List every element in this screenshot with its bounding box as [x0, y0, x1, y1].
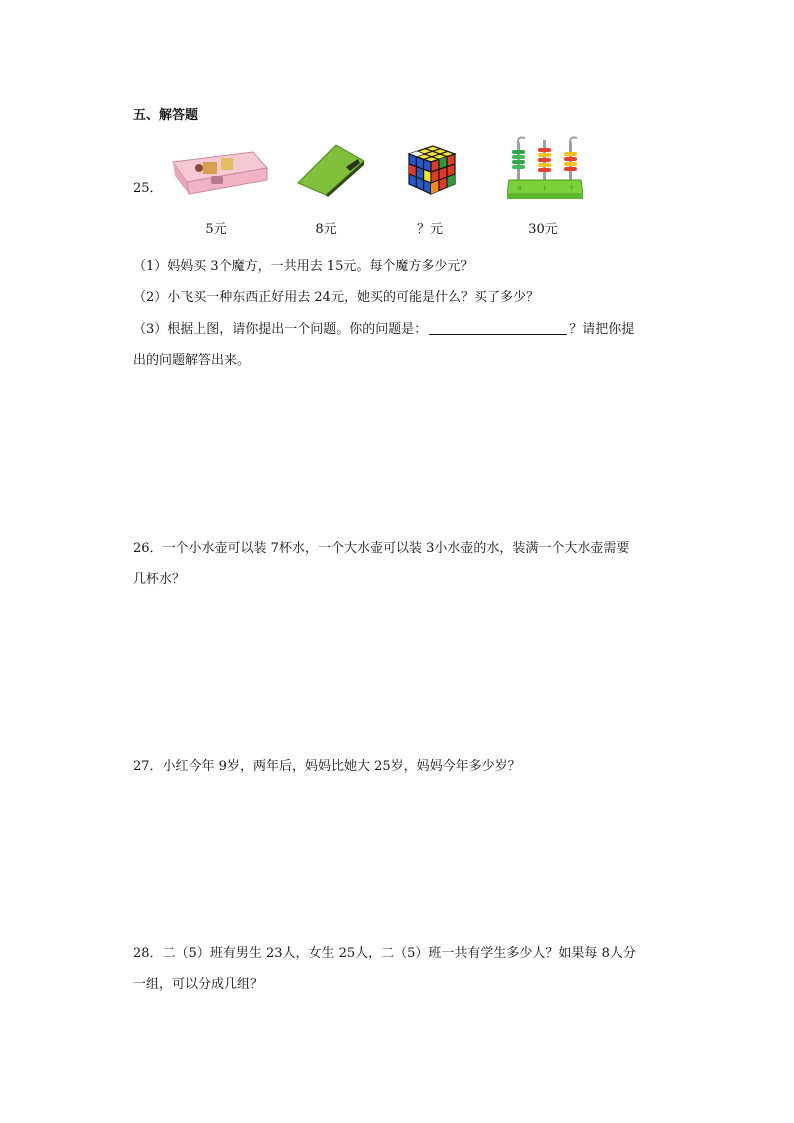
notebook-icon — [296, 143, 368, 197]
price-notebook: 8元 — [315, 222, 337, 237]
price-abacus: 30元 — [528, 222, 558, 237]
svg-text:百: 百 — [517, 186, 523, 192]
question-28-line-2: 一组，可以分成几组？ — [133, 977, 264, 992]
question-25-part-1: （1）妈妈买 3个魔方，一共用去 15元。每个魔方多少元？ — [133, 259, 474, 274]
price-pencil-case: 5元 — [205, 222, 227, 237]
pencil-case-icon — [167, 148, 271, 198]
question-25-number: 25． — [133, 181, 163, 196]
svg-text:个: 个 — [569, 186, 575, 192]
question-25-part-3 — [133, 318, 634, 337]
question-25-part-3-tail: ？请把你提 — [569, 322, 635, 337]
question-26-line-2: 几杯水？ — [133, 572, 186, 587]
rubiks-cube-icon — [403, 142, 459, 198]
question-27-line-1: 27．小红今年 9岁，两年后，妈妈比她大 25岁，妈妈今年多少岁？ — [133, 759, 521, 774]
question-25-part-3-text: （3）根据上图，请你提出一个问题。你的问题是： — [133, 322, 428, 337]
abacus-icon — [507, 136, 583, 202]
question-28-line-1: 28．二（5）班有男生 23人，女生 25人，二（5）班一共有学生多少人？如果每 8人分 — [133, 946, 636, 961]
price-rubiks-cube: ？元 — [416, 222, 443, 237]
question-25-part-2: （2）小飞买一种东西正好用去 24元，她买的可能是什么？买了多少？ — [133, 290, 539, 305]
section-title: 五、解答题 — [133, 108, 199, 123]
svg-text:十: 十 — [542, 186, 548, 192]
answer-blank[interactable] — [429, 321, 567, 335]
question-26-line-1: 26．一个小水壶可以装 7杯水，一个大水壶可以装 3小水壶的水，装满一个大水壶需要 — [133, 541, 630, 556]
question-25-part-3-continued: 出的问题解答出来。 — [133, 353, 251, 368]
